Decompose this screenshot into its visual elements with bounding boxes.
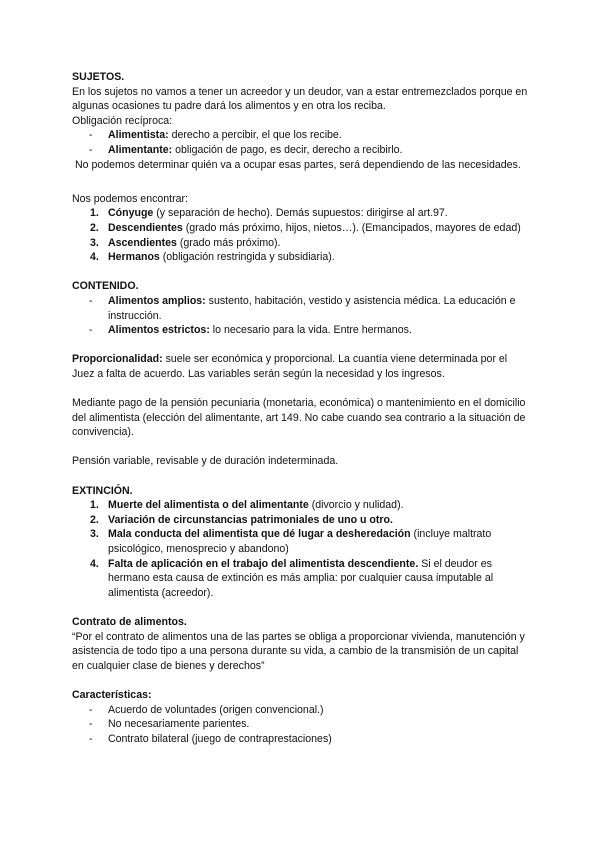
contrato-quote: “Por el contrato de alimentos una de las partes se obliga a proporcionar vivienda, manutención y asistencia de todo tipo a una persona durante su vida, a cambio de la transmisión de un capital en cualquier clase de bienes y derechos”	[72, 630, 525, 672]
list-item: 3. Ascendientes (grado más próximo).	[90, 236, 281, 249]
list-item: 2. Variación de circunstancias patrimoniales de uno u otro.	[90, 513, 393, 526]
list-item: - Alimentos estrictos: lo necesario para la vida. Entre hermanos.	[89, 324, 412, 337]
list-item: 2. Descendientes (grado más próximo, hijos, nietos…). (Emancipados, mayores de edad)	[90, 221, 521, 234]
list-item: - Alimentante: obligación de pago, es decir, derecho a recibirlo.	[89, 143, 403, 156]
list-item: - Acuerdo de voluntades (origen convencional.)	[89, 703, 324, 716]
obligacion-label: Obligación recíproca:	[72, 114, 173, 127]
list-item: - Alimentista: derecho a percibir, el que los recibe.	[89, 129, 342, 142]
caracteristicas-list	[72, 703, 532, 747]
dash-bullet: -	[89, 732, 93, 745]
list-item: - Alimentos amplios: sustento, habitación, vestido y asistencia médica. La educación e instrucción.	[89, 294, 516, 322]
encontrar-intro: Nos podemos encontrar:	[72, 192, 189, 205]
dash-bullet: -	[89, 703, 93, 716]
dash-bullet: -	[89, 324, 93, 337]
extincion-heading: EXTINCIÓN.	[72, 484, 133, 497]
sujetos-note: No podemos determinar quién va a ocupar esas partes, será dependiendo de las necesidades.	[72, 158, 521, 171]
dash-bullet: -	[89, 143, 93, 156]
list-item: 1. Cónyuge (y separación de hecho). Demás supuestos: dirigirse al art.97.	[90, 207, 448, 220]
caracteristicas-heading: Características:	[72, 688, 152, 701]
sujetos-intro: En los sujetos no vamos a tener un acreedor y un deudor, van a estar entremezclados porque en algunas ocasiones tu padre dará los alimentos y en otra los reciba.	[72, 85, 528, 113]
list-item: 4. Hermanos (obligación restringida y subsidiaria).	[90, 251, 335, 264]
list-item: 4. Falta de aplicación en el trabajo del alimentista descendiente. Si el deudor es hermano esta causa de extinción es más amplia: por cualquier causa imputable al alimentista (acreedor).	[90, 557, 494, 599]
list-item: - No necesariamente parientes.	[89, 718, 250, 731]
dash-bullet: -	[89, 294, 93, 307]
sujetos-heading: SUJETOS.	[72, 71, 125, 83]
encontrar-list	[72, 206, 532, 264]
proporcionalidad-paragraph: Proporcionalidad: suele ser económica y proporcional. La cuantía viene determinada por el Juez a falta de acuerdo. Las variables serán según la necesidad y los ingresos.	[72, 353, 508, 380]
list-item: 1. Muerte del alimentista o del alimentante (divorcio y nulidad).	[90, 499, 404, 512]
dash-bullet: -	[89, 718, 93, 731]
pension-paragraph: Pensión variable, revisable y de duración indeterminada.	[72, 455, 339, 468]
dash-bullet: -	[89, 129, 93, 142]
contrato-heading: Contrato de alimentos.	[72, 615, 187, 628]
list-item: - Contrato bilateral (juego de contraprestaciones)	[89, 732, 332, 745]
list-item: 3. Mala conducta del alimentista que dé lugar a desheredación (incluye maltrato psicológico, menosprecio y abandono)	[90, 528, 492, 555]
pago-paragraph: Mediante pago de la pensión pecuniaria (monetaria, económica) o mantenimiento en el domicilio del alimentista (elección del alimentante, art 149. No cabe cuando sea contrario a la situación de convivencia).	[72, 397, 526, 439]
sujetos-list	[72, 128, 532, 157]
document-page	[72, 70, 532, 746]
extincion-list	[72, 498, 532, 600]
contenido-list	[72, 294, 532, 338]
contenido-heading: CONTENIDO.	[72, 280, 139, 293]
